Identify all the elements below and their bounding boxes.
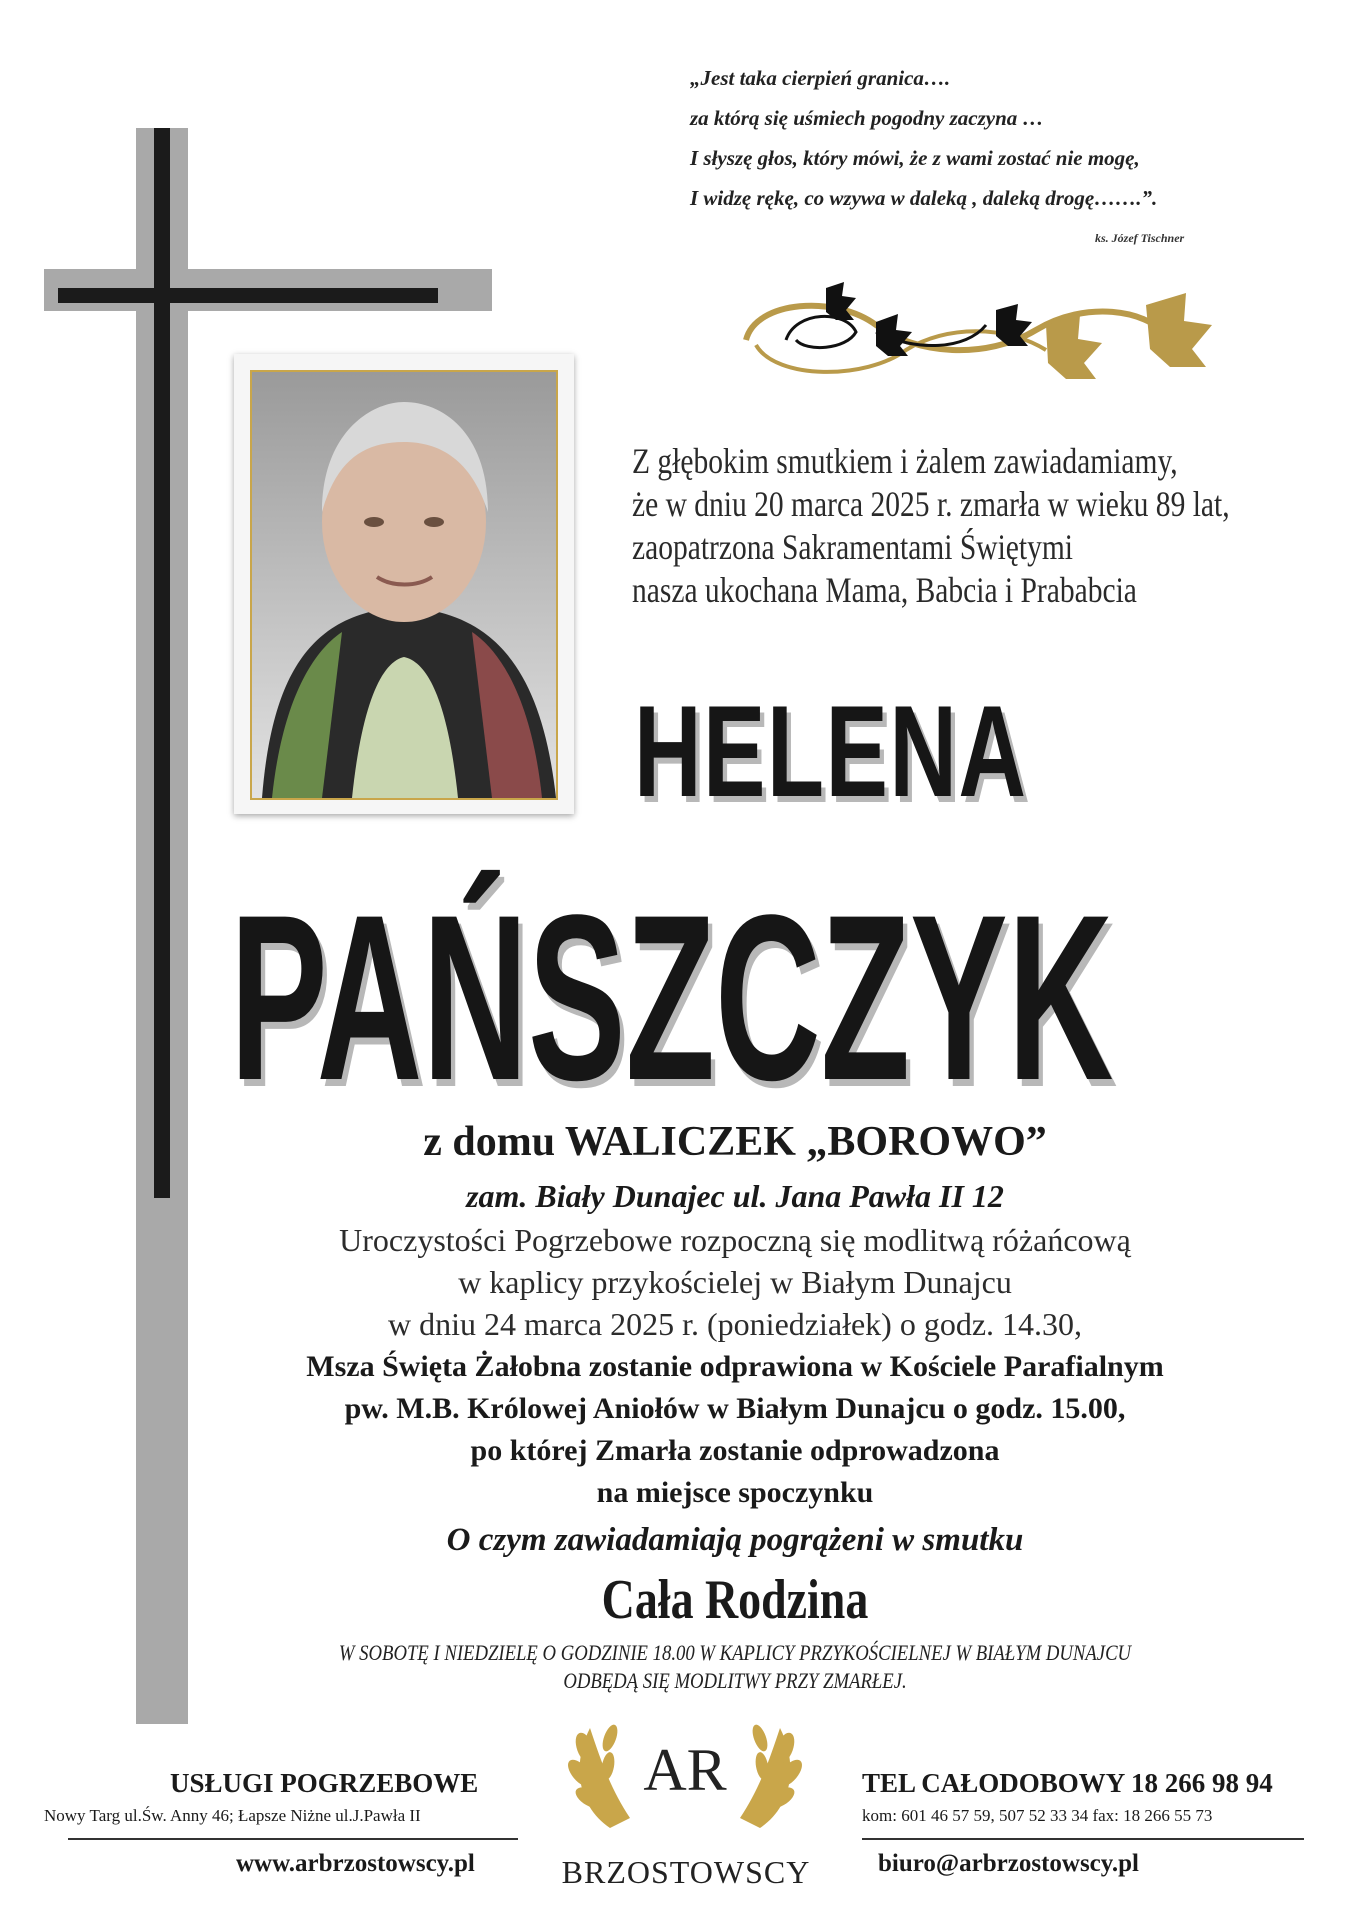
- mass-line: pw. M.B. Królowej Aniołów w Białym Dunajcu o godz. 15.00,: [344, 1392, 1126, 1425]
- residence-address: zam. Biały Dunajec ul. Jana Pawła II 12: [466, 1178, 1004, 1214]
- footer-address: Nowy Targ ul.Św. Anny 46; Łapsze Niżne ul.J.Pawła II: [44, 1806, 421, 1825]
- maiden-name: z domu WALICZEK „BOROWO”: [423, 1119, 1047, 1165]
- portrait-illustration: [252, 372, 556, 798]
- inform-line: O czym zawiadamiają pogrążeni w smutku: [446, 1522, 1024, 1558]
- family-signature: Cała Rodzina: [601, 1569, 869, 1631]
- last-name: PAŃSZCZYK: [230, 866, 1114, 1130]
- leaf-ornament-icon: [726, 270, 1266, 400]
- footer-email-link[interactable]: biuro@arbrzostowscy.pl: [878, 1850, 1139, 1877]
- mass-line: na miejsce spoczynku: [596, 1476, 874, 1509]
- footer-mobile-fax: kom: 601 46 57 59, 507 52 33 34 fax: 18 266 55 73: [862, 1806, 1213, 1825]
- footer-phone: TEL CAŁODOBOWY 18 266 98 94: [862, 1768, 1273, 1798]
- announcement-line: nasza ukochana Mama, Babcia i Prababcia: [632, 570, 1137, 610]
- prayer-note-line: ODBĘDĄ SIĘ MODLITWY PRZY ZMARŁEJ.: [563, 1668, 907, 1693]
- footer-services: USŁUGI POGRZEBOWE: [170, 1768, 479, 1798]
- logo-monogram: AR: [643, 1737, 727, 1803]
- portrait-frame: [234, 354, 574, 814]
- quote: [690, 58, 1330, 218]
- ceremony-line: w kaplicy przykościelej w Białym Dunajcu: [458, 1264, 1012, 1300]
- footer-divider-right: [862, 1838, 1304, 1840]
- prayer-note-line: W SOBOTĘ I NIEDZIELĘ O GODZINIE 18.00 W KAPLICY PRZYKOŚCIELNEJ W BIAŁYM DUNAJCU: [338, 1640, 1132, 1665]
- logo-name: BRZOSTOWSCY: [561, 1854, 811, 1890]
- ceremony-line: w dniu 24 marca 2025 r. (poniedziałek) o godz. 14.30,: [387, 1306, 1083, 1342]
- quote-line: I słyszę głos, który mówi, że z wami zostać nie mogę,: [690, 146, 1140, 170]
- quote-line: „Jest taka cierpień granica….: [690, 66, 951, 90]
- announcement-line: zaopatrzona Sakramentami Świętymi: [632, 527, 1074, 567]
- quote-line: I widzę rękę, co wzywa w daleką , daleką drogę…….”.: [690, 186, 1158, 210]
- announcement-line: Z głębokim smutkiem i żalem zawiadamiamy,: [632, 441, 1178, 481]
- mass-line: Msza Święta Żałobna zostanie odprawiona w Kościele Parafialnym: [306, 1350, 1164, 1383]
- footer-divider-left: [68, 1838, 518, 1840]
- portrait-photo: [250, 370, 558, 800]
- cross-bar: [58, 288, 438, 303]
- first-name: HELENA: [634, 678, 1028, 824]
- mass-line: po której Zmarła zostanie odprowadzona: [470, 1434, 1000, 1467]
- ceremony-line: Uroczystości Pogrzebowe rozpoczną się modlitwą różańcową: [339, 1222, 1131, 1258]
- quote-author: ks. Józef Tischner: [1095, 231, 1185, 245]
- announcement-line: że w dniu 20 marca 2025 r. zmarła w wieku 89 lat,: [632, 484, 1230, 524]
- quote-line: za którą się uśmiech pogodny zaczyna …: [690, 106, 1044, 130]
- announcement: [632, 440, 1230, 612]
- footer-website-link[interactable]: www.arbrzostowscy.pl: [236, 1850, 475, 1877]
